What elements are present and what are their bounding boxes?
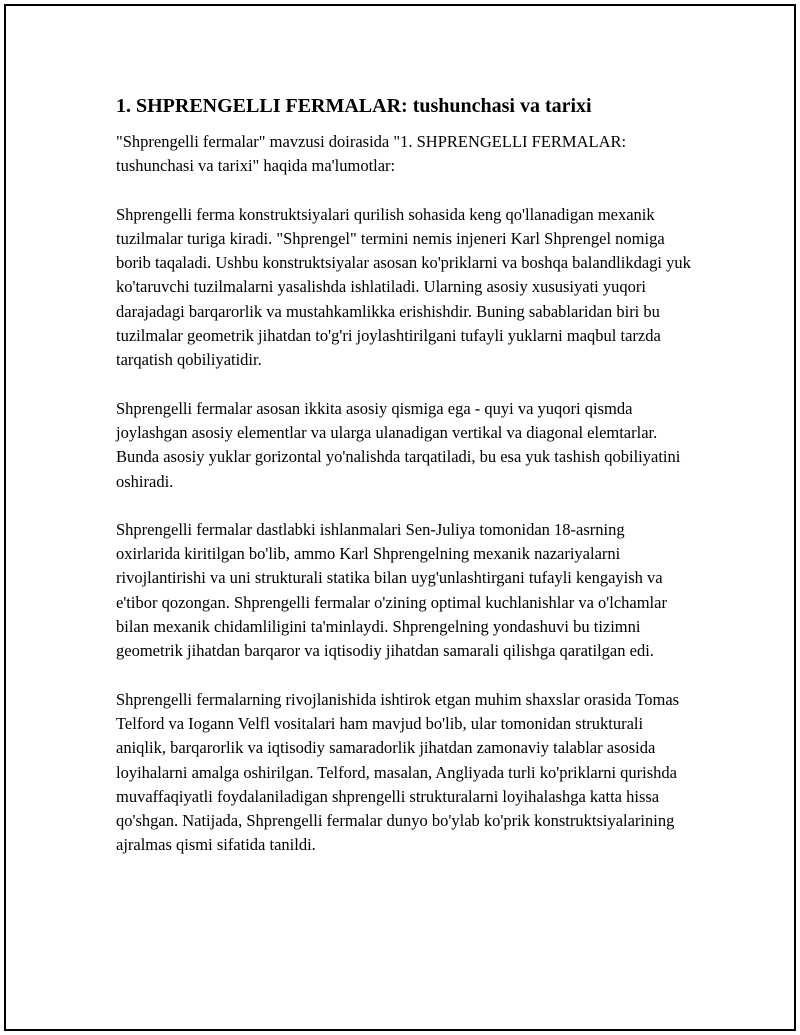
paragraph-3: Shprengelli fermalar dastlabki ishlanmalari Sen-Juliya tomonidan 18-asrning oxirlarida kiritilgan bo'lib, ammo Karl Shprengelning mexanik nazariyalarni rivojlantirishi va uni strukturali statika bilan uyg'unlashtirgani tufayli kengayish va e'tibor qozongan. Shprengelli fermalar o'zining optimal kuchlanishlar va o'lchamlar bilan mexanik chidamliligini ta'minlaydi. Shprengelning yondashuvi bu tizimni geometrik jihatdan barqaror va iqtisodiy jihatdan samarali qilishga qaratilgan edi. [116,519,667,661]
paragraph-4: Shprengelli fermalarning rivojlanishida ishtirok etgan muhim shaxslar orasida Tomas Telford va Iogann Velfl vositalari ham mavjud bo'lib, ular tomonidan strukturali aniqlik, barqarorlik va iqtisodiy samaradorlik jihatdan zamonaviy talablar asosida loyihalarni amalga oshirilgan. Telford, masalan, Angliyada turli ko'priklarni qurishda muvaffaqiyatli foydalaniladigan shprengelli strukturalarni loyihalashga katta hissa qo'shgan. Natijada, Shprengelli fermalar dunyo bo'ylab ko'prik konstruktsiyalarining ajralmas qismi sifatida tanildi. [116,689,680,855]
intro-paragraph: "Shprengelli fermalar" mavzusi doirasida "1. SHPRENGELLI FERMALAR: tushunchasi va tarixi" haqida ma'lumotlar: [116,132,627,176]
paragraph-2: Shprengelli fermalar asosan ikkita asosiy qismiga ega - quyi va yuqori qismda joylashgan asosiy elementlar va ularga ulanadigan vertikal va diagonal elemtarlar. Bunda asosiy yuklar gorizontal yo'nalishda tarqatiladi, bu esa yuk tashish qobiliyatini oshiradi. [116,398,681,491]
paragraph-1: Shprengelli ferma konstruktsiyalari qurilish sohasida keng qo'llanadigan mexanik tuzilmalar turiga kiradi. "Shprengel" termini nemis injeneri Karl Shprengel nomiga borib taqaladi. Ushbu konstruktsiyalar asosan ko'priklarni va boshqa balandlikdagi yuk ko'taruvchi tuzilmalarni yasalishda ishlatiladi. Ularning asosiy xususiyati yuqori darajadagi barqarorlik va mustahkamlikka erishishdir. Buning sabablaridan biri bu tuzilmalar geometrik jihatdan to'g'ri joylashtirilgani tufayli yuklarni maqbul tarzda tarqatish qobiliyatidir. [116,204,691,370]
page-title: 1. SHPRENGELLI FERMALAR: tushunchasi va tarixi [116,95,592,117]
document-body [116,92,691,882]
